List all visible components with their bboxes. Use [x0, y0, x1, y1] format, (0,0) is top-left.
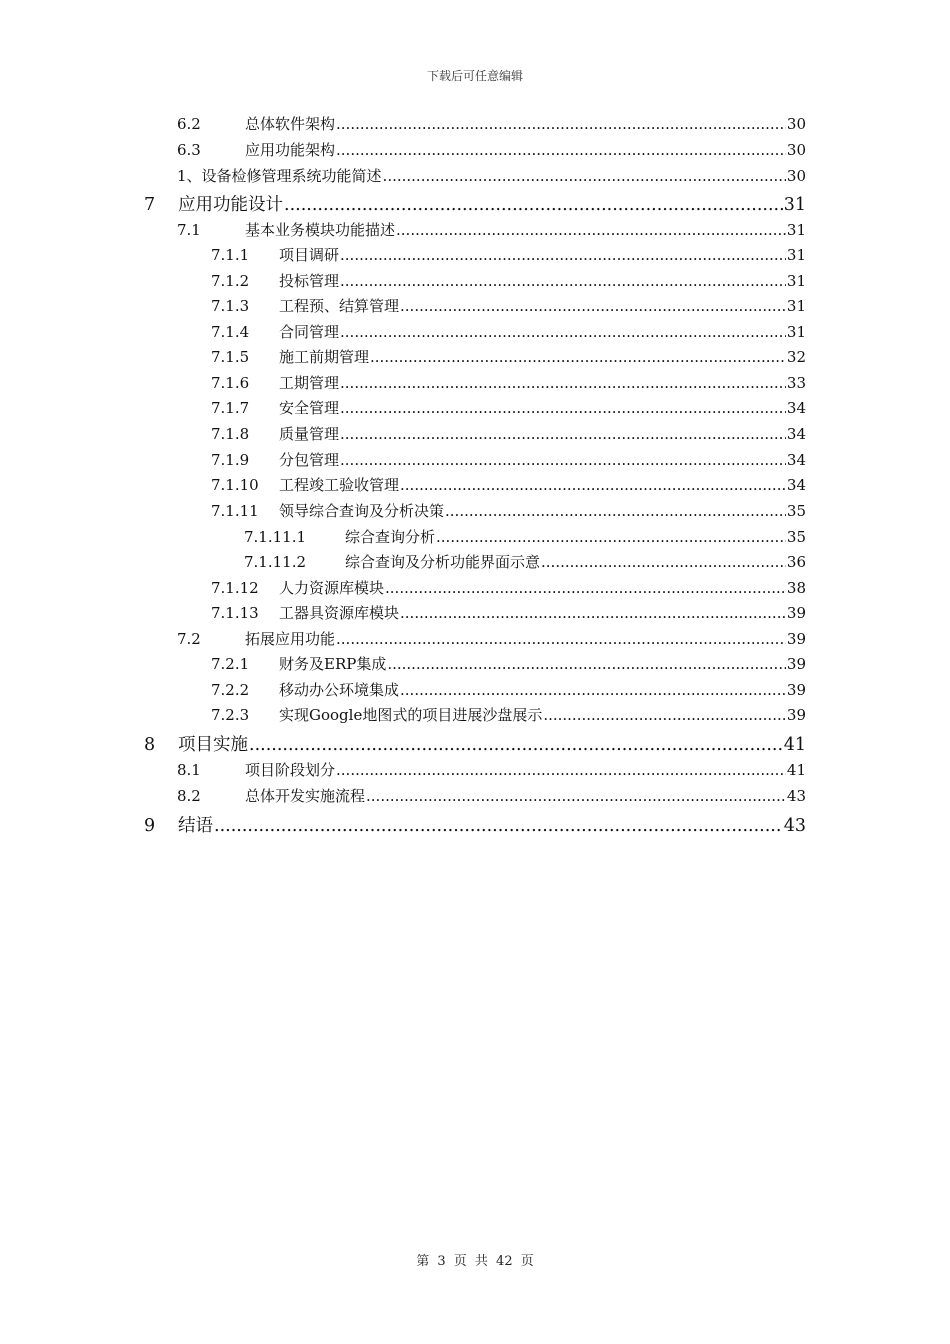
toc-entry-title: 工程竣工验收管理 [279, 476, 400, 494]
toc-entry[interactable] [211, 270, 806, 291]
toc-dot-leader [436, 528, 786, 546]
toc-entry[interactable] [211, 449, 806, 470]
toc-entry-number: 7.1.11 [211, 502, 259, 520]
toc-entry-number: 6.2 [177, 115, 201, 133]
toc-entry[interactable] [211, 500, 806, 521]
toc-entry[interactable] [244, 551, 806, 572]
toc-dot-leader [336, 141, 786, 159]
toc-entry-title: 工期管理 [279, 374, 340, 392]
toc-entry-title: 工器具资源库模块 [279, 604, 400, 622]
toc-entry-number: 8 [144, 735, 156, 755]
toc-entry-title: 施工前期管理 [279, 348, 370, 366]
toc-dot-leader [336, 761, 786, 779]
toc-entry-number: 7.1.9 [211, 451, 250, 469]
toc-entry-number: 7.1.3 [211, 297, 250, 315]
toc-entry-title: 项目阶段划分 [245, 761, 336, 779]
toc-entry-title: 综合查询分析 [345, 528, 436, 546]
toc-dot-leader [336, 115, 786, 133]
toc-entry-page: 31 [786, 221, 806, 239]
toc-entry-page: 31 [783, 195, 806, 215]
toc-dot-leader [400, 297, 786, 315]
toc-entry-page: 34 [786, 425, 806, 443]
toc-entry-number: 7.1.10 [211, 476, 259, 494]
toc-entry[interactable] [211, 321, 806, 342]
toc-entry[interactable] [211, 474, 806, 495]
toc-entry-page: 33 [786, 374, 806, 392]
toc-entry[interactable] [177, 759, 806, 780]
toc-entry[interactable] [211, 704, 806, 725]
toc-entry-number: 9 [144, 816, 156, 836]
toc-entry-number: 7.1.1 [211, 246, 250, 264]
toc-entry[interactable] [144, 191, 806, 216]
toc-entry-number: 7.1.5 [211, 348, 250, 366]
toc-dot-leader [385, 579, 786, 597]
toc-entry-page: 31 [786, 246, 806, 264]
toc-entry-number: 7.1.7 [211, 399, 250, 417]
toc-entry-number: 7 [144, 195, 156, 215]
toc-entry[interactable] [144, 731, 806, 756]
toc-dot-leader [400, 476, 786, 494]
toc-entry-page: 39 [786, 706, 806, 724]
toc-entry-page: 32 [786, 348, 806, 366]
toc-dot-leader [336, 630, 786, 648]
toc-entry[interactable] [211, 397, 806, 418]
toc-entry-number: 7.1.6 [211, 374, 250, 392]
toc-entry-number: 6.3 [177, 141, 201, 159]
toc-dot-leader [400, 604, 786, 622]
toc-entry[interactable] [211, 372, 806, 393]
toc-entry-number: 8.1 [177, 761, 201, 779]
toc-dot-leader [541, 553, 786, 571]
toc-entry[interactable] [177, 139, 806, 160]
toc-entry-page: 30 [786, 115, 806, 133]
toc-entry[interactable] [211, 577, 806, 598]
toc-entry[interactable] [211, 653, 806, 674]
toc-entry-number: 7.2.3 [211, 706, 250, 724]
toc-entry-page: 31 [786, 297, 806, 315]
toc-dot-leader [214, 816, 783, 836]
toc-entry-title: 安全管理 [279, 399, 340, 417]
toc-entry-page: 36 [786, 553, 806, 571]
toc-entry-number: 7.1.11.1 [244, 528, 307, 546]
toc-entry-number: 7.1.8 [211, 425, 250, 443]
toc-entry[interactable] [177, 785, 806, 806]
toc-entry-number: 7.2.1 [211, 655, 250, 673]
toc-dot-leader [445, 502, 786, 520]
toc-entry-title: 基本业务模块功能描述 [245, 221, 396, 239]
toc-entry-title: 拓展应用功能 [245, 630, 336, 648]
toc-entry-page: 34 [786, 476, 806, 494]
toc-entry[interactable] [211, 602, 806, 623]
toc-entry-number: 7.1.4 [211, 323, 250, 341]
toc-dot-leader [340, 399, 786, 417]
toc-entry[interactable] [211, 295, 806, 316]
toc-dot-leader [340, 451, 786, 469]
toc-entry-title: 结语 [178, 816, 213, 836]
toc-entry-page: 38 [786, 579, 806, 597]
toc-entry-title: 合同管理 [279, 323, 340, 341]
toc-dot-leader [284, 195, 783, 215]
toc-entry-title: 项目实施 [178, 735, 248, 755]
toc-entry[interactable] [177, 628, 806, 649]
toc-entry-page: 35 [786, 528, 806, 546]
toc-entry[interactable] [177, 165, 806, 186]
toc-dot-leader [340, 272, 786, 290]
toc-entry-page: 41 [783, 735, 806, 755]
toc-entry-page: 35 [786, 502, 806, 520]
toc-entry-page: 39 [786, 604, 806, 622]
toc-entry-number: 7.2 [177, 630, 201, 648]
toc-entry-title: 分包管理 [279, 451, 340, 469]
toc-dot-leader [400, 681, 786, 699]
toc-entry[interactable] [177, 113, 806, 134]
toc-entry-title: 财务及ERP集成 [279, 655, 387, 673]
toc-entry-title: 领导综合查询及分析决策 [279, 502, 445, 520]
toc-entry[interactable] [211, 423, 806, 444]
toc-entry-number: 7.1.11.2 [244, 553, 307, 571]
toc-entry[interactable] [211, 244, 806, 265]
toc-entry[interactable] [244, 526, 806, 547]
toc-dot-leader [387, 655, 786, 673]
page-footer: 第 3 页 共 42 页 [416, 1254, 534, 1269]
toc-dot-leader [340, 374, 786, 392]
toc-entry-title: 1、设备检修管理系统功能简述 [177, 167, 382, 185]
toc-entry-page: 31 [786, 323, 806, 341]
toc-dot-leader [370, 348, 786, 366]
toc-entry-page: 34 [786, 451, 806, 469]
toc-entry-page: 39 [786, 655, 806, 673]
page-header: 下载后可任意编辑 [426, 69, 523, 83]
toc-entry-title: 应用功能设计 [178, 195, 283, 215]
toc-entry-number: 7.1.12 [211, 579, 259, 597]
toc-dot-leader [396, 221, 786, 239]
toc-entry[interactable] [144, 812, 806, 837]
toc-entry-title: 综合查询及分析功能界面示意 [345, 553, 541, 571]
toc-entry-page: 43 [783, 816, 806, 836]
toc-entry-number: 7.1.13 [211, 604, 259, 622]
toc-entry-page: 41 [786, 761, 806, 779]
toc-entry-number: 8.2 [177, 787, 201, 805]
toc-entry-number: 7.1 [177, 221, 201, 239]
toc-entry-page: 39 [786, 630, 806, 648]
toc-entry-title: 项目调研 [279, 246, 340, 264]
toc-entry-page: 34 [786, 399, 806, 417]
toc-dot-leader [366, 787, 786, 805]
toc-entry-page: 30 [786, 141, 806, 159]
toc-entry-title: 人力资源库模块 [279, 579, 385, 597]
toc-entry-page: 39 [786, 681, 806, 699]
toc-dot-leader [383, 167, 786, 185]
toc-entry[interactable] [211, 346, 806, 367]
toc-entry-number: 7.1.2 [211, 272, 250, 290]
toc-entry-title: 投标管理 [279, 272, 340, 290]
toc-entry-page: 43 [786, 787, 806, 805]
toc-entry-title: 工程预、结算管理 [279, 297, 400, 315]
toc-dot-leader [543, 706, 786, 724]
toc-entry-title: 移动办公环境集成 [279, 681, 400, 699]
toc-entry-title: 应用功能架构 [245, 141, 336, 159]
toc-entry-page: 30 [786, 167, 806, 185]
toc-dot-leader [249, 735, 783, 755]
toc-dot-leader [340, 246, 786, 264]
toc-entry-number: 7.2.2 [211, 681, 250, 699]
toc-dot-leader [340, 425, 786, 443]
toc-entry-title: 实现Google地图式的项目进展沙盘展示 [279, 706, 543, 724]
toc-dot-leader [340, 323, 786, 341]
toc-entry-title: 质量管理 [279, 425, 340, 443]
toc-entry[interactable] [177, 219, 806, 240]
toc-entry-title: 总体开发实施流程 [245, 787, 366, 805]
toc-entry-title: 总体软件架构 [245, 115, 336, 133]
toc-entry[interactable] [211, 679, 806, 700]
toc-entry-page: 31 [786, 272, 806, 290]
